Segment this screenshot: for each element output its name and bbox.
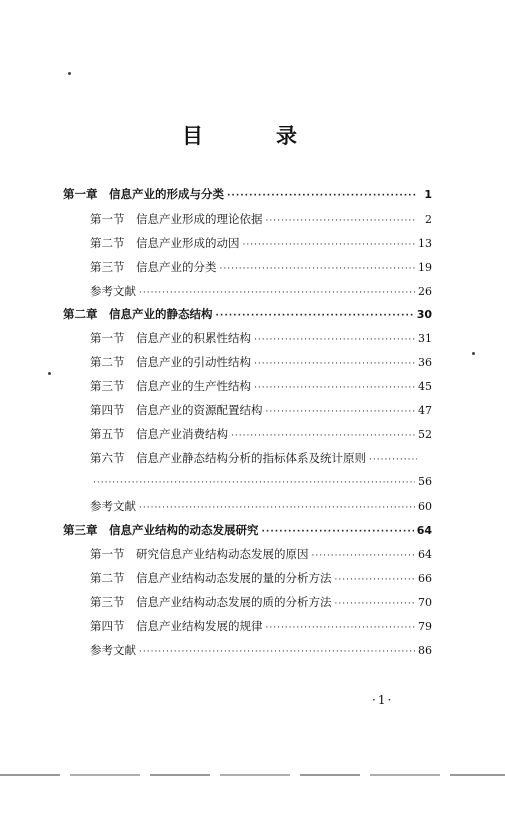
toc-leader-dots: [262, 523, 414, 541]
toc-entry-title: 第一节 研究信息产业结构动态发展的原因: [90, 547, 309, 561]
toc-section-entry: [90, 258, 432, 276]
toc-entry-title: 第三节 信息产业的生产性结构: [90, 379, 251, 393]
toc-entry-title: 第三节 信息产业结构动态发展的质的分析方法: [90, 595, 332, 609]
toc-continuation-line: [90, 473, 432, 491]
toc-entry-title: 第二节 信息产业形成的动因: [90, 236, 240, 250]
toc-page-number: 86: [418, 644, 432, 657]
toc-page-number: 13: [418, 237, 432, 250]
toc-page-number: 36: [418, 356, 432, 369]
toc-leader-dots: [254, 379, 415, 397]
toc-page-number: 26: [418, 285, 432, 298]
toc-leader-dots: [139, 284, 415, 302]
toc-entry-title: 第二节 信息产业结构动态发展的量的分析方法: [90, 571, 332, 585]
toc-entry-title: 第三节 信息产业的分类: [90, 260, 217, 274]
toc-leader-dots: [93, 474, 415, 492]
toc-page-number: 2: [425, 213, 432, 226]
toc-page-number: 56: [418, 475, 432, 488]
toc-section-entry: [90, 353, 432, 371]
toc-entry-title: 参考文献: [90, 284, 136, 298]
toc-section-entry: [90, 282, 432, 300]
toc-section-entry: [90, 425, 432, 443]
toc-entry-title: 参考文献: [90, 643, 136, 657]
toc-leader-dots: [266, 212, 418, 230]
toc-section-entry: [90, 377, 432, 395]
toc-leader-dots: [335, 571, 416, 589]
toc-entry-title: 第二章 信息产业的静态结构: [63, 307, 213, 321]
scan-speck: [48, 372, 51, 375]
toc-chapter-entry: [63, 521, 432, 539]
toc-page-number: 1: [424, 188, 432, 201]
toc-leader-dots: [220, 260, 416, 278]
toc-section-entry: [90, 329, 432, 347]
scan-speck: [68, 72, 71, 75]
toc-entry-title: 第二节 信息产业的引动性结构: [90, 355, 251, 369]
toc-section-entry: [90, 497, 432, 515]
toc-page-number: 30: [416, 308, 432, 321]
toc-leader-dots: [266, 403, 416, 421]
toc-entry-title: 第五节 信息产业消费结构: [90, 427, 228, 441]
toc-section-entry: [90, 234, 432, 252]
toc-section-entry: [90, 210, 432, 228]
toc-page-number: 31: [418, 332, 432, 345]
toc-entry-title: 第四节 信息产业的资源配置结构: [90, 403, 263, 417]
toc-page-number: 47: [418, 404, 432, 417]
toc-section-entry: [90, 641, 432, 659]
toc-entry-title: 第一章 信息产业的形成与分类: [63, 187, 224, 201]
toc-leader-dots: [369, 451, 417, 469]
toc-entry-title: 第四节 信息产业结构发展的规律: [90, 619, 263, 633]
toc-chapter-entry: [63, 305, 432, 323]
scan-edge-line: [0, 774, 505, 776]
toc-leader-dots: [139, 499, 415, 517]
toc-section-entry: [90, 545, 432, 563]
toc-section-entry: [90, 617, 432, 635]
toc-entry-title: 第一节 信息产业的积累性结构: [90, 331, 251, 345]
toc-section-entry: [90, 569, 432, 587]
toc-leader-dots: [312, 547, 416, 565]
toc-section-entry: [90, 401, 432, 419]
toc-page-number: 64: [416, 524, 432, 537]
toc-leader-dots: [266, 619, 416, 637]
toc-entry-title: 第一节 信息产业形成的理论依据: [90, 212, 263, 226]
toc-leader-dots: [335, 595, 416, 613]
toc-page-number: 45: [418, 380, 432, 393]
toc-leader-dots: [231, 427, 415, 445]
toc-page-number: 52: [418, 428, 432, 441]
scan-speck: [472, 352, 475, 355]
toc-leader-dots: [227, 187, 417, 205]
toc-leader-dots: [254, 331, 415, 349]
toc-page-number: 79: [418, 620, 432, 633]
toc-page-number: 19: [418, 261, 432, 274]
toc-entry-title: 第三章 信息产业结构的动态发展研究: [63, 523, 259, 537]
toc-title: 目 录: [182, 124, 323, 148]
toc-chapter-entry: [63, 185, 432, 203]
toc-section-entry: [90, 449, 432, 467]
toc-leader-dots: [243, 236, 416, 254]
toc-section-entry: [90, 593, 432, 611]
toc-page-number: 70: [418, 596, 432, 609]
toc-leader-dots: [216, 307, 414, 325]
toc-page-number: 60: [418, 500, 432, 513]
toc-entry-title: 第六节 信息产业静态结构分析的指标体系及统计原则: [90, 451, 366, 465]
toc-entry-title: 参考文献: [90, 499, 136, 513]
toc-page-number: 64: [418, 548, 432, 561]
page-number: ·1·: [372, 693, 394, 707]
toc-leader-dots: [139, 643, 415, 661]
toc-leader-dots: [254, 355, 415, 373]
toc-page-number: 66: [418, 572, 432, 585]
